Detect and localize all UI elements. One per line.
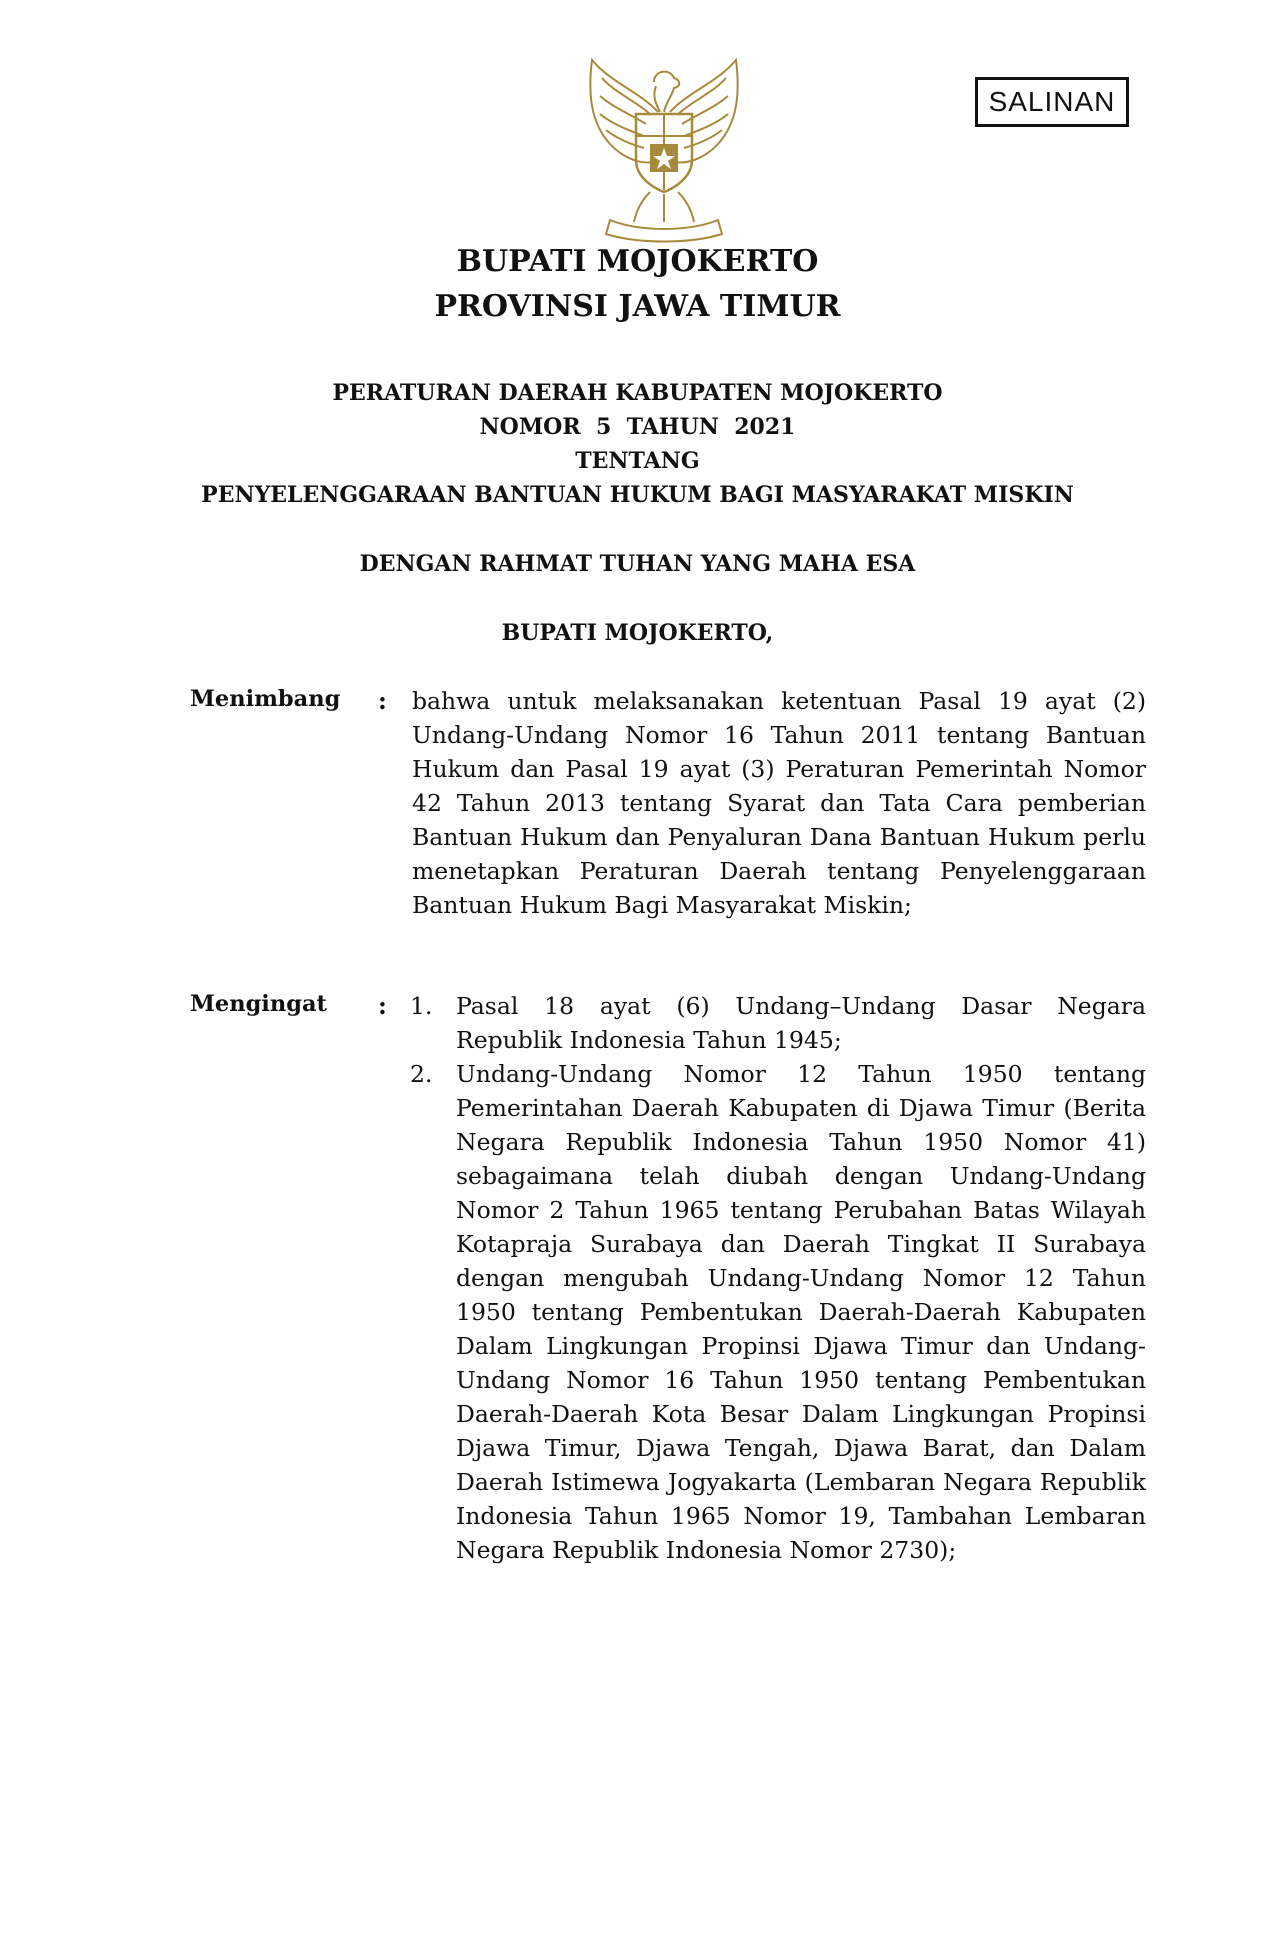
garuda-emblem-icon [570,52,758,246]
menimbang-colon: : [378,686,387,715]
title-regent: BUPATI MOJOKERTO [456,244,819,279]
list-item-number: 2. [410,1060,433,1088]
menimbang-text: bahwa untuk melaksanakan ketentuan Pasal 19 ayat (2) Undang-Undang Nomor 16 Tahun 2011 tentang Bantuan Hukum dan Pasal 19 ayat (3) Peraturan Pemerintah Nomor 42 Tahun 2013 tentang Syarat dan Tata Cara pemberian Bantuan Hukum dan Penyaluran Dana Bantuan Hukum perlu menetapkan Peraturan Daerah tentang Penyelenggaraan Bantuan Hukum Bagi Masyarakat Miskin; [412,687,1146,919]
blessing-line: DENGAN RAHMAT TUHAN YANG MAHA ESA [359,551,916,577]
list-item-number: 1. [410,992,433,1020]
regulation-about: TENTANG [575,448,700,474]
list-item-text: Pasal 18 ayat (6) Undang–Undang Dasar Negara Republik Indonesia Tahun 1945; [456,992,1146,1054]
regulation-subject: PENYELENGGARAAN BANTUAN HUKUM BAGI MASYARAKAT MISKIN [201,482,1074,508]
salinan-stamp: SALINAN [975,77,1129,127]
regulation-title: PERATURAN DAERAH KABUPATEN MOJOKERTO [332,380,943,406]
title-province: PROVINSI JAWA TIMUR [434,289,841,324]
list-item-text: Undang-Undang Nomor 12 Tahun 1950 tentang Pemerintahan Daerah Kabupaten di Djawa Timur (Berita Negara Republik Indonesia Tahun 1950 Nomor 41) sebagaimana telah diubah dengan Undang-Undang Nomor 2 Tahun 1965 tentang Perubahan Batas Wilayah Kotapraja Surabaya dan Daerah Tingkat II Surabaya dengan mengubah Undang-Undang Nomor 12 Tahun 1950 tentang Pembentukan Daerah-Daerah Kabupaten Dalam Lingkungan Propinsi Djawa Timur dan Undang-Undang Nomor 16 Tahun 1950 tentang Pembentukan Daerah-Daerah Kota Besar Dalam Lingkungan Propinsi Djawa Timur, Djawa Tengah, Djawa Barat, dan Dalam Daerah Istimewa Jogyakarta (Lembaran Negara Republik Indonesia Tahun 1965 Nomor 19, Tambahan Lembaran Negara Republik Indonesia Nomor 2730); [456,1060,1146,1564]
regent-line: BUPATI MOJOKERTO, [501,620,774,646]
mengingat-label: Mengingat [190,991,327,1017]
regulation-number: NOMOR 5 TAHUN 2021 [479,414,796,440]
mengingat-colon: : [378,991,387,1020]
menimbang-label: Menimbang [190,686,341,712]
